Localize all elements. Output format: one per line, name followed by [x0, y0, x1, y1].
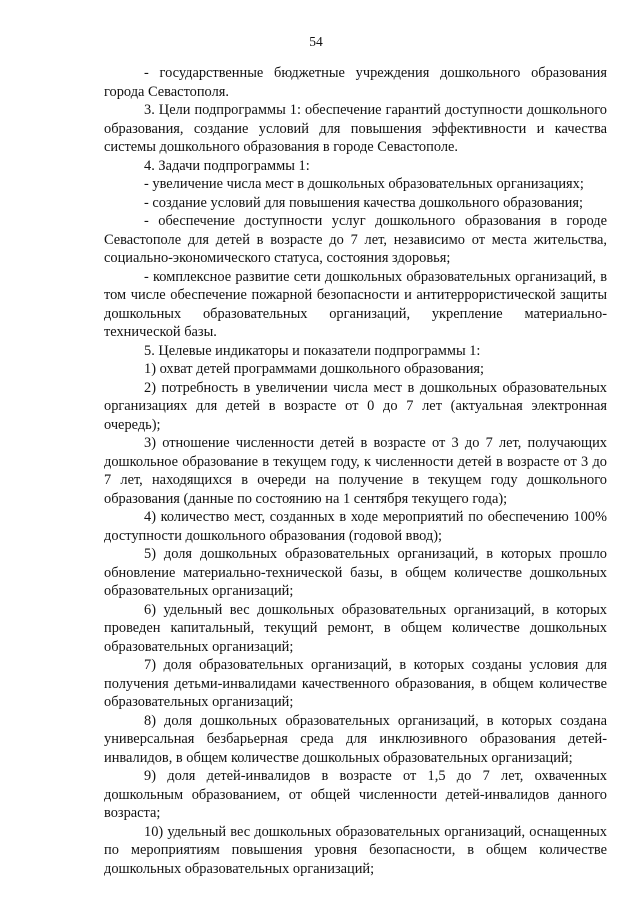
paragraph-indicator-2: 2) потребность в увеличении числа мест в дошкольных образовательных организациях для детей в возрасте от 0 до 7 лет (актуальная электронная очередь);: [104, 379, 607, 433]
paragraph-indicators-heading: 5. Целевые индикаторы и показатели подпрограммы 1:: [144, 342, 481, 359]
paragraph-indicator-3: 3) отношение численности детей в возрасте от 3 до 7 лет, получающих дошкольное образование в текущем году, к численности детей в возрасте от 3 до 7 лет, находящихся в очереди на получение в текущем году дошкольного образования (данные по состоянию на 1 сентября текущего года);: [104, 435, 607, 507]
paragraph-institutions: - государственные бюджетные учреждения дошкольного образования города Севастополя.: [104, 65, 607, 100]
paragraph-indicator-8: 8) доля дошкольных образовательных организаций, в которых создана универсальная безбарьерная среда для инклюзивного образования детей-инвалидов, в общем количестве дошкольных образовательных организаций;: [104, 712, 607, 766]
page-number: 54: [309, 34, 323, 49]
paragraph-indicator-9: 9) доля детей-инвалидов в возрасте от 1,5 до 7 лет, охваченных дошкольным образованием, от общей численности детей-инвалидов данного возраста;: [104, 768, 607, 821]
paragraph-indicator-1: 1) охват детей программами дошкольного образования;: [144, 361, 485, 377]
paragraph-indicator-7: 7) доля образовательных организаций, в которых созданы условия для получения детьми-инвалидами качественного образования, в общем количестве образовательных организаций;: [104, 657, 607, 710]
paragraph-task-3: - обеспечение доступности услуг дошкольного образования в городе Севастополе для детей в возрасте до 7 лет, независимо от места жительства, социально-экономического статуса, состояния здоровья;: [104, 213, 607, 266]
paragraph-goals: 3. Цели подпрограммы 1: обеспечение гарантий доступности дошкольного образования, создание условий для повышения эффективности и качества системы дошкольного образования в городе Севастополе.: [104, 102, 607, 155]
paragraph-task-1: - увеличение числа мест в дошкольных образовательных организациях;: [144, 176, 584, 192]
paragraph-task-2: - создание условий для повышения качества дошкольного образования;: [144, 194, 583, 211]
document-body: [104, 64, 607, 878]
paragraph-indicator-6: 6) удельный вес дошкольных образовательных организаций, в которых проведен капитальный, текущий ремонт, в общем количестве дошкольных образовательных организаций;: [104, 601, 607, 655]
paragraph-tasks-heading: 4. Задачи подпрограммы 1:: [144, 157, 310, 174]
paragraph-task-4: - комплексное развитие сети дошкольных образовательных организаций, в том числе обеспечение пожарной безопасности и антитеррористической защиты дошкольных образовательных организаций, укрепление материально-технической базы.: [104, 268, 607, 340]
paragraph-indicator-4: 4) количество мест, созданных в ходе мероприятий по обеспечению 100% доступности дошкольного образования (годовой ввод);: [104, 509, 607, 544]
paragraph-indicator-10: 10) удельный вес дошкольных образовательных организаций, оснащенных по мероприятиям повышения уровня безопасности, в общем количестве дошкольных образовательных организаций;: [104, 823, 607, 877]
paragraph-indicator-5: 5) доля дошкольных образовательных организаций, в которых прошло обновление материально-технической базы, в общем количестве дошкольных образовательных организаций;: [104, 546, 607, 599]
